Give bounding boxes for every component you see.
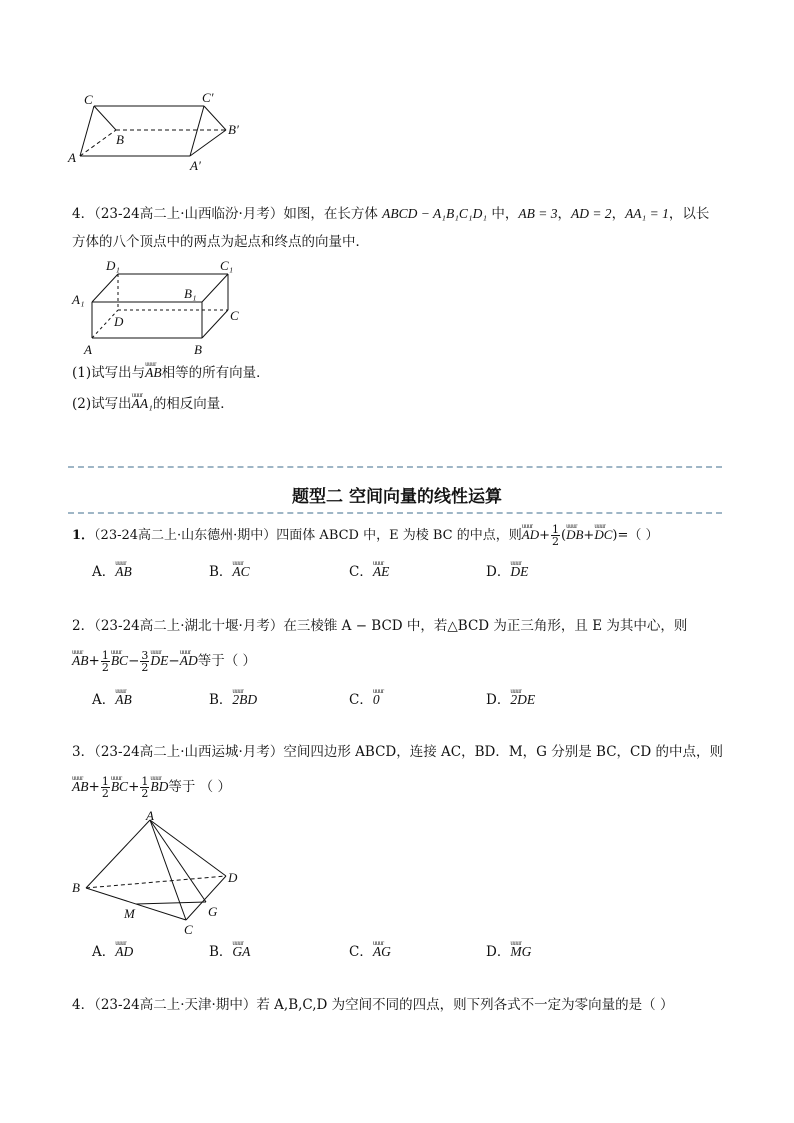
p1-option-c[interactable]: C．uuur AE bbox=[349, 562, 389, 582]
p2-frac1: $\frac{1}{2}$ bbox=[101, 649, 109, 674]
prism-figure bbox=[66, 88, 266, 176]
prism-label-Ap: A′ bbox=[190, 158, 201, 173]
q4-text1: 如图，在长方体 bbox=[283, 206, 383, 222]
prism-label-Cp: C′ bbox=[202, 90, 214, 105]
p2-text: 在三棱锥 A − BCD 中，若△BCD 为正三角形，且 E 为其中心，则 bbox=[283, 618, 688, 634]
p3-line2: uuur AB+ $\frac{1}{2}$ uuur BC+ $\frac{1}{2}$ uuur BD等于 （ ） bbox=[72, 776, 724, 799]
p3-frac1: $\frac{1}{2}$ bbox=[101, 775, 109, 800]
p1-option-d[interactable]: D．uuur DE bbox=[486, 562, 528, 582]
tetra-label-D: D bbox=[228, 870, 238, 885]
p1-option-a[interactable]: A．uuur AB bbox=[92, 562, 132, 582]
section-rule-bottom bbox=[68, 512, 722, 514]
section-rule-top bbox=[68, 466, 722, 468]
box-label-D: D bbox=[114, 314, 124, 329]
box-label-D1: D₁ bbox=[106, 258, 120, 273]
q4-line2: 方体的八个顶点中的两点为起点和终点的向量中． bbox=[72, 234, 369, 250]
q4-sub1-pre: (1)试写出与 bbox=[72, 365, 146, 381]
p1-expr-a: uuur AD bbox=[522, 525, 539, 545]
q4-line1: 4．（23-24高二上·山西临汾·月考）如图，在长方体 ABCD − A₁B₁C₁D₁ 中，AB = 3，AD = 2，AA₁ = 1，以长 bbox=[72, 206, 710, 222]
tetra-label-A: A bbox=[146, 810, 154, 823]
tetra-label-C: C bbox=[184, 922, 193, 937]
box-figure bbox=[70, 258, 250, 358]
p2-t4: uuur AD bbox=[180, 651, 198, 671]
q4-sub1-post: 相等的所有向量． bbox=[161, 365, 270, 381]
tetrahedron-figure bbox=[70, 810, 250, 938]
section-title: 题型二 空间向量的线性运算 bbox=[292, 487, 502, 507]
p2-option-b[interactable]: B．uuur 2BD bbox=[209, 690, 257, 710]
q4-text2: 中， bbox=[487, 206, 519, 222]
p3-text: 空间四边形 ABCD，连接 AC，BD．M，G 分别是 BC，CD 的中点，则 bbox=[283, 744, 723, 760]
prism-label-C: C bbox=[84, 92, 93, 107]
box-label-A: A bbox=[84, 342, 92, 357]
p1-plus: + bbox=[539, 528, 550, 543]
q4-sub2-vec: uuur AA₁ bbox=[132, 394, 153, 414]
p4-number: 4． bbox=[72, 997, 95, 1013]
p3-option-c[interactable]: C．uuur AG bbox=[349, 942, 391, 962]
box-label-B1: B₁ bbox=[184, 286, 197, 301]
p2-source: （23-24高二上·湖北十堰·月考） bbox=[94, 618, 284, 634]
q4-cond2: AD = 2 bbox=[570, 206, 612, 221]
q4-text3: ，以长 bbox=[668, 206, 710, 222]
p1-option-b[interactable]: B．uuur AC bbox=[209, 562, 250, 582]
p4-line bbox=[72, 995, 724, 1015]
p2-tail: 等于（ ） bbox=[197, 653, 256, 669]
q4-cond3: AA₁ = 1 bbox=[625, 206, 669, 221]
p1-text: 四面体 ABCD 中，E 为棱 BC 的中点，则 bbox=[276, 528, 522, 543]
p4-text: 若 A,B,C,D 为空间不同的四点，则下列各式不一定为零向量的是（ ） bbox=[256, 997, 674, 1013]
p2-t2: uuur BC bbox=[111, 651, 128, 671]
box-label-B: B bbox=[194, 342, 202, 357]
p3-t1: uuur AB bbox=[72, 777, 89, 797]
p2-option-d[interactable]: D．uuur 2DE bbox=[486, 690, 535, 710]
p3-option-d[interactable]: D．uuur MG bbox=[486, 942, 531, 962]
q4-cond1: AB = 3 bbox=[518, 206, 558, 221]
p1-line: 1．（23-24高二上·山东德州·期中）四面体 ABCD 中，E 为棱 BC 的中点，则uuur AD+ $\frac{1}{2}$ (uuur DB+uuur DC)=（ ） bbox=[72, 524, 724, 547]
p2-number: 2． bbox=[72, 618, 95, 634]
p3-t3: uuur BD bbox=[150, 777, 168, 797]
prism-label-Bp: B′ bbox=[228, 122, 239, 137]
q4-sub2 bbox=[72, 394, 724, 414]
tetra-label-B: B bbox=[72, 880, 80, 895]
p2-line2: uuur AB+ $\frac{1}{2}$ uuur BC− $\frac{3}{2}$ uuur DE−uuur AD等于（ ） bbox=[72, 650, 724, 673]
box-label-C1: C₁ bbox=[220, 258, 234, 273]
p3-frac2: $\frac{1}{2}$ bbox=[141, 775, 149, 800]
p4-source: （23-24高二上·天津·期中） bbox=[94, 997, 257, 1013]
p3-tail: 等于 （ ） bbox=[168, 779, 231, 795]
p3-option-b[interactable]: B．uuur GA bbox=[209, 942, 250, 962]
q4-number: 4． bbox=[72, 206, 95, 222]
q4-sub1-vec: uuur AB bbox=[145, 363, 162, 383]
prism-label-B: B bbox=[116, 132, 124, 147]
q4-body: ABCD − A₁B₁C₁D₁ bbox=[382, 206, 488, 221]
p3-source: （23-24高二上·山西运城·月考） bbox=[94, 744, 284, 760]
p2-frac2: $\frac{3}{2}$ bbox=[141, 649, 149, 674]
p2-option-a[interactable]: A．uuur AB bbox=[92, 690, 132, 710]
p2-line1 bbox=[72, 616, 724, 636]
tetra-label-G: G bbox=[208, 904, 218, 919]
p2-t1: uuur AB bbox=[72, 651, 89, 671]
tetra-label-M: M bbox=[124, 906, 135, 921]
p1-expr-c: uuur DC bbox=[594, 525, 612, 545]
p2-option-c[interactable]: C．uuur 0 bbox=[349, 690, 380, 710]
p1-number: 1． bbox=[72, 528, 95, 543]
q4-sub2-post: 的相反向量． bbox=[152, 396, 234, 412]
p3-option-a[interactable]: A．uuur AD bbox=[92, 942, 133, 962]
p3-line1 bbox=[72, 742, 724, 762]
p3-number: 3． bbox=[72, 744, 95, 760]
p3-t2: uuur BC bbox=[111, 777, 128, 797]
p1-frac: $\frac{1}{2}$ bbox=[552, 523, 559, 548]
p1-tail: =（ ） bbox=[617, 528, 659, 543]
p1-source: （23-24高二上·山东德州·期中） bbox=[94, 528, 277, 543]
q4-source: （23-24高二上·山西临汾·月考） bbox=[94, 206, 284, 222]
p2-t3: uuur DE bbox=[150, 651, 168, 671]
p1-expr-b: uuur DB bbox=[566, 525, 583, 545]
q4-sub1 bbox=[72, 363, 724, 383]
q4-sub2-pre: (2)试写出 bbox=[72, 396, 132, 412]
box-label-C: C bbox=[230, 308, 239, 323]
prism-label-A: A bbox=[68, 150, 76, 165]
box-label-A1: A₁ bbox=[72, 292, 85, 307]
